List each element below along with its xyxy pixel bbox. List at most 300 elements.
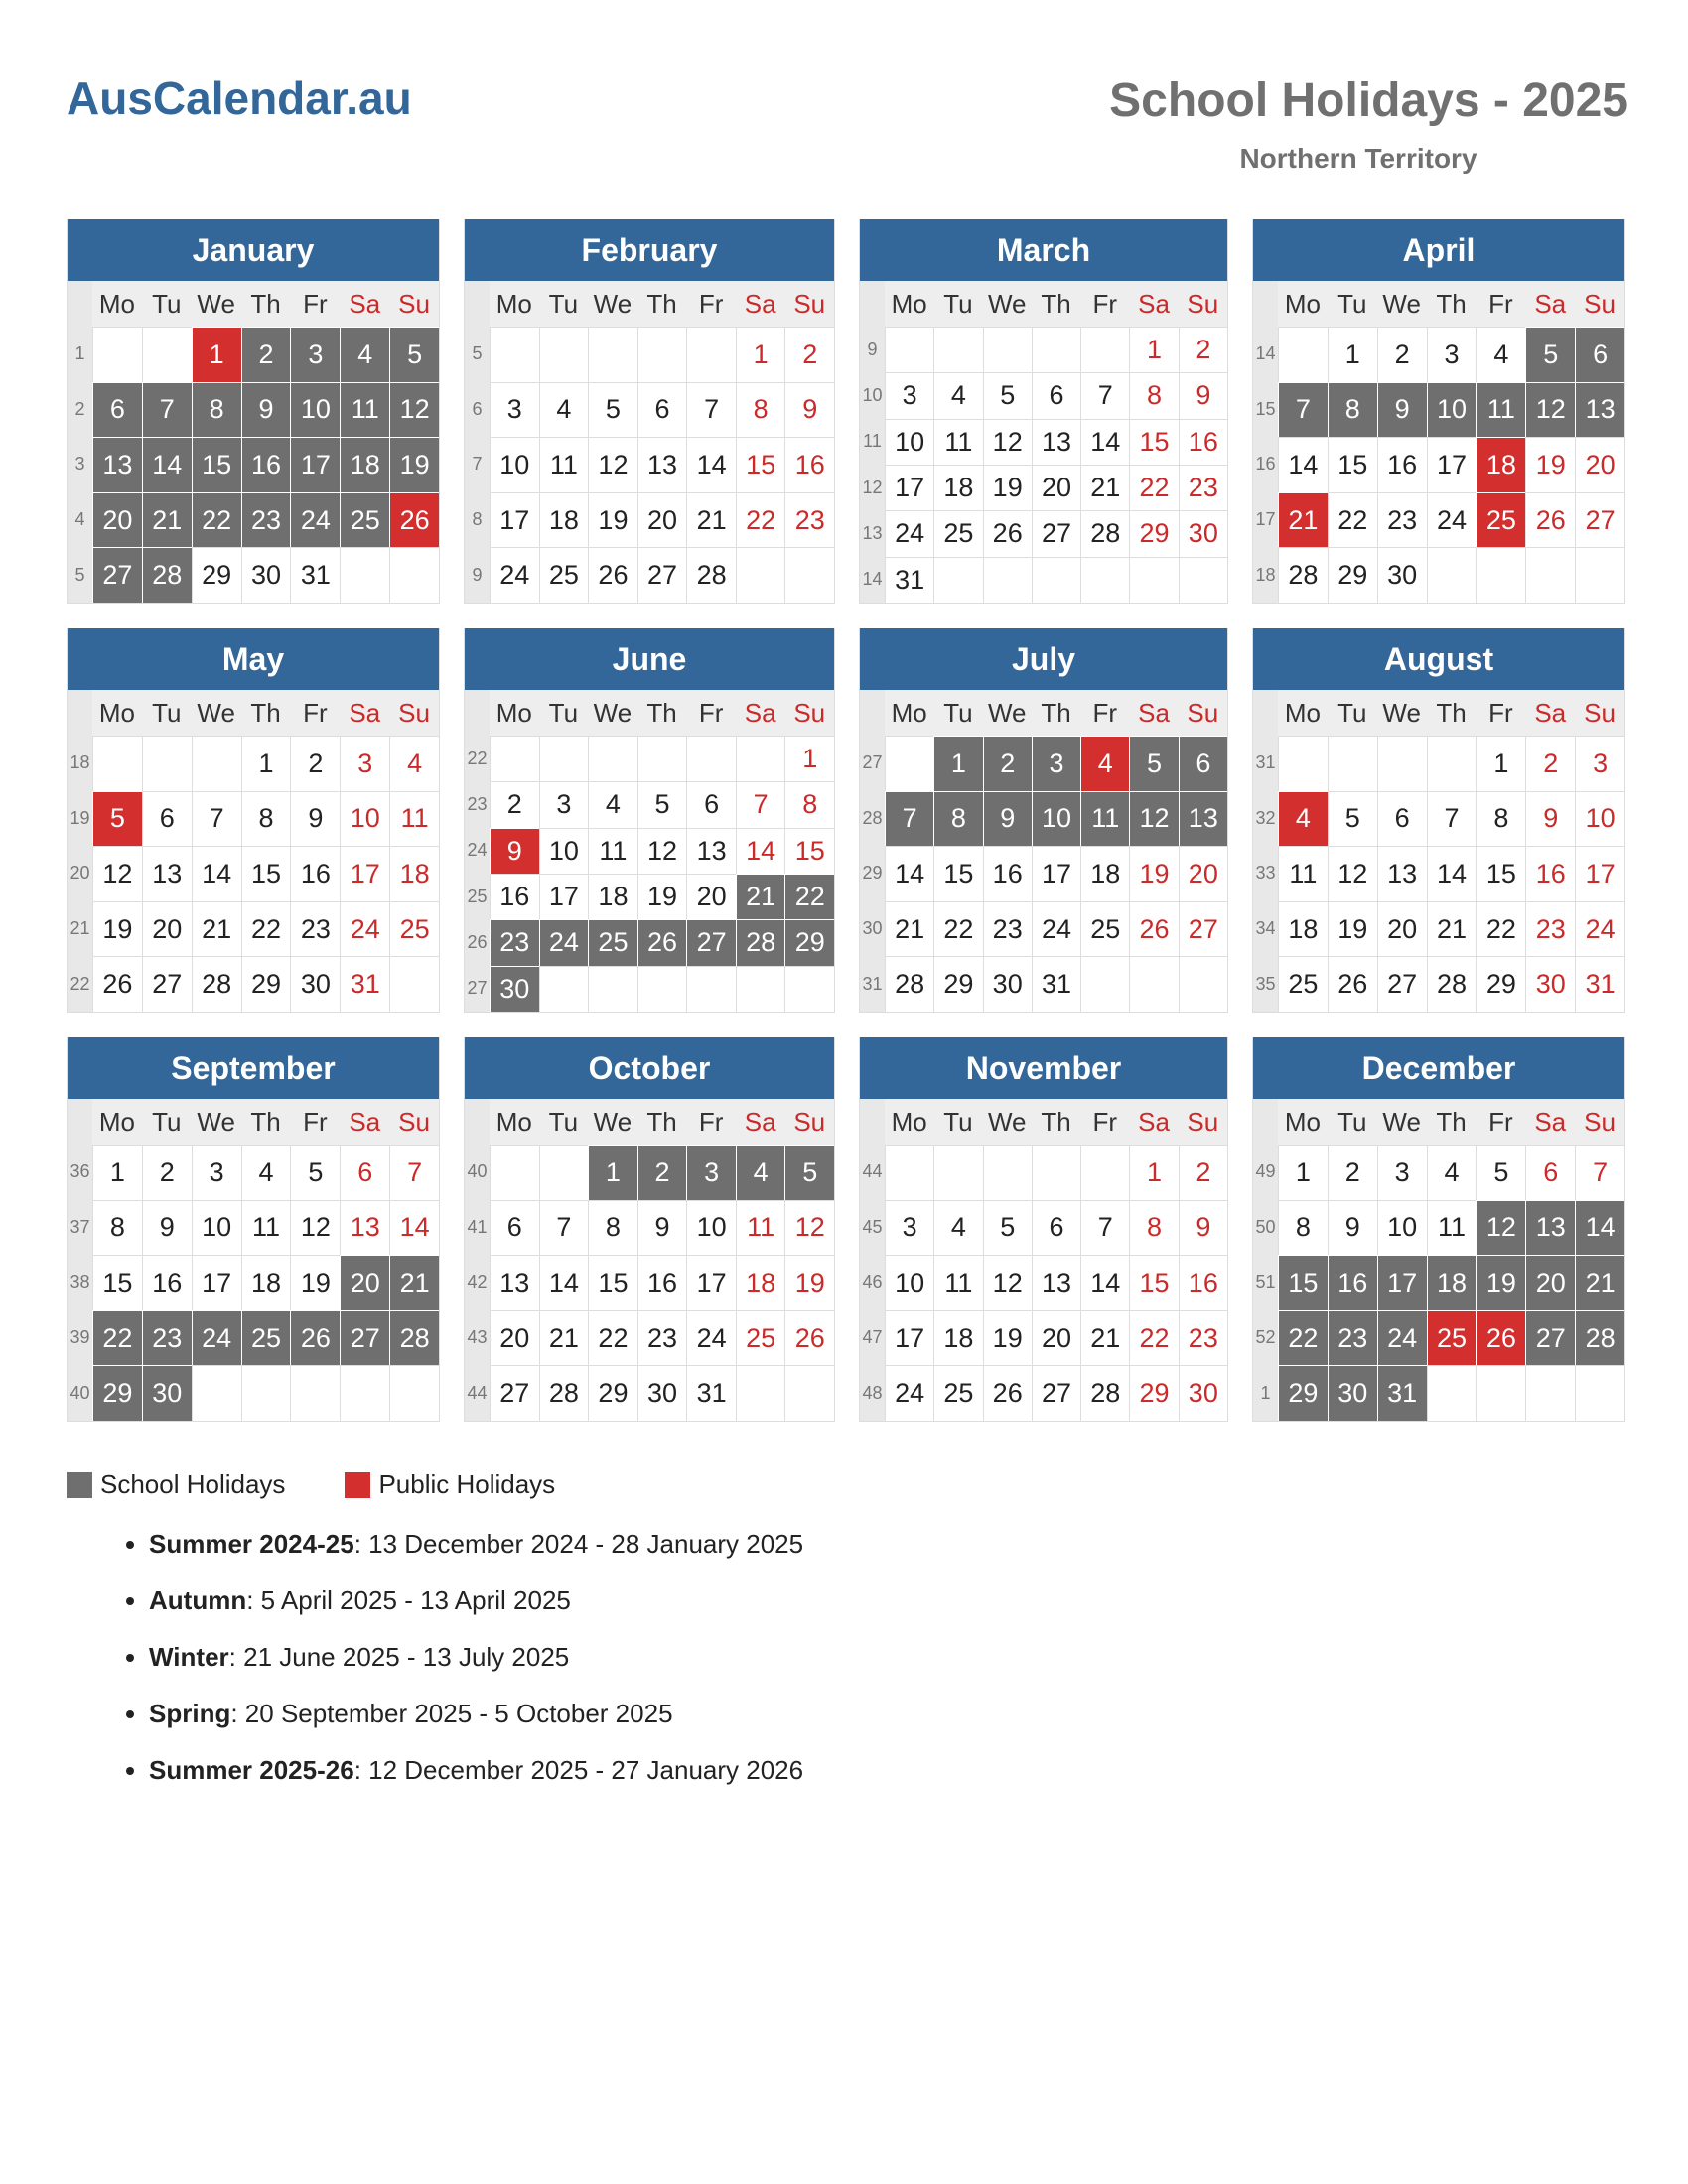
day-cell[interactable]: 19 bbox=[983, 1310, 1032, 1366]
day-cell[interactable]: 28 bbox=[736, 919, 785, 965]
day-cell[interactable]: 14 bbox=[1575, 1200, 1624, 1256]
day-cell[interactable]: 1 bbox=[1328, 327, 1377, 382]
day-cell[interactable]: 2 bbox=[142, 1145, 192, 1200]
day-cell[interactable]: 7 bbox=[1278, 382, 1328, 438]
day-cell[interactable]: 26 bbox=[983, 1365, 1032, 1421]
day-cell[interactable]: 27 bbox=[490, 1365, 539, 1421]
day-cell[interactable]: 6 bbox=[340, 1145, 389, 1200]
day-cell[interactable]: 1 bbox=[784, 736, 834, 781]
day-cell[interactable]: 22 bbox=[1129, 465, 1178, 510]
day-cell[interactable]: 15 bbox=[588, 1255, 637, 1310]
day-cell[interactable]: 29 bbox=[1129, 510, 1178, 556]
day-cell[interactable]: 9 bbox=[1377, 382, 1427, 438]
day-cell[interactable]: 13 bbox=[1575, 382, 1624, 438]
day-cell[interactable]: 6 bbox=[1525, 1145, 1575, 1200]
day-cell[interactable]: 25 bbox=[736, 1310, 785, 1366]
day-cell[interactable]: 29 bbox=[588, 1365, 637, 1421]
day-cell[interactable]: 5 bbox=[784, 1145, 834, 1200]
day-cell[interactable]: 18 bbox=[1476, 437, 1525, 492]
day-cell[interactable]: 7 bbox=[1080, 1200, 1129, 1256]
day-cell[interactable]: 21 bbox=[1080, 1310, 1129, 1366]
day-cell[interactable]: 6 bbox=[1032, 372, 1080, 418]
day-cell[interactable]: 7 bbox=[736, 781, 785, 827]
day-cell[interactable]: 22 bbox=[1278, 1310, 1328, 1366]
day-cell[interactable]: 4 bbox=[1278, 791, 1328, 847]
day-cell[interactable]: 26 bbox=[92, 956, 142, 1012]
day-cell[interactable]: 14 bbox=[1080, 1255, 1129, 1310]
day-cell[interactable]: 19 bbox=[983, 465, 1032, 510]
day-cell[interactable]: 19 bbox=[637, 874, 687, 919]
day-cell[interactable]: 3 bbox=[490, 382, 539, 438]
day-cell[interactable]: 14 bbox=[885, 846, 933, 901]
day-cell[interactable]: 16 bbox=[490, 874, 539, 919]
day-cell[interactable]: 1 bbox=[736, 327, 785, 382]
day-cell[interactable]: 26 bbox=[1525, 492, 1575, 548]
day-cell[interactable]: 7 bbox=[1080, 372, 1129, 418]
day-cell[interactable]: 16 bbox=[637, 1255, 687, 1310]
day-cell[interactable]: 20 bbox=[1575, 437, 1624, 492]
day-cell[interactable]: 19 bbox=[92, 901, 142, 957]
day-cell[interactable]: 15 bbox=[933, 846, 982, 901]
day-cell[interactable]: 9 bbox=[637, 1200, 687, 1256]
day-cell[interactable]: 28 bbox=[1278, 547, 1328, 603]
day-cell[interactable]: 27 bbox=[142, 956, 192, 1012]
day-cell[interactable]: 13 bbox=[637, 437, 687, 492]
day-cell[interactable]: 9 bbox=[983, 791, 1032, 847]
day-cell[interactable]: 12 bbox=[637, 828, 687, 874]
day-cell[interactable]: 23 bbox=[1525, 901, 1575, 957]
day-cell[interactable]: 26 bbox=[389, 492, 439, 548]
day-cell[interactable]: 15 bbox=[192, 437, 241, 492]
day-cell[interactable]: 12 bbox=[1476, 1200, 1525, 1256]
day-cell[interactable]: 1 bbox=[1476, 736, 1525, 791]
day-cell[interactable]: 27 bbox=[1377, 956, 1427, 1012]
day-cell[interactable]: 6 bbox=[92, 382, 142, 438]
day-cell[interactable]: 24 bbox=[1377, 1310, 1427, 1366]
day-cell[interactable]: 25 bbox=[340, 492, 389, 548]
day-cell[interactable]: 6 bbox=[1032, 1200, 1080, 1256]
day-cell[interactable]: 29 bbox=[1328, 547, 1377, 603]
day-cell[interactable]: 27 bbox=[1032, 510, 1080, 556]
day-cell[interactable]: 18 bbox=[1427, 1255, 1477, 1310]
day-cell[interactable]: 31 bbox=[1377, 1365, 1427, 1421]
day-cell[interactable]: 29 bbox=[192, 547, 241, 603]
day-cell[interactable]: 15 bbox=[1328, 437, 1377, 492]
day-cell[interactable]: 13 bbox=[490, 1255, 539, 1310]
day-cell[interactable]: 5 bbox=[588, 382, 637, 438]
day-cell[interactable]: 29 bbox=[1278, 1365, 1328, 1421]
day-cell[interactable]: 12 bbox=[290, 1200, 340, 1256]
day-cell[interactable]: 31 bbox=[1032, 956, 1080, 1012]
day-cell[interactable]: 18 bbox=[1080, 846, 1129, 901]
day-cell[interactable]: 4 bbox=[389, 736, 439, 791]
day-cell[interactable]: 30 bbox=[1328, 1365, 1377, 1421]
day-cell[interactable]: 11 bbox=[933, 1255, 982, 1310]
day-cell[interactable]: 17 bbox=[1032, 846, 1080, 901]
day-cell[interactable]: 11 bbox=[1080, 791, 1129, 847]
day-cell[interactable]: 20 bbox=[1377, 901, 1427, 957]
day-cell[interactable]: 23 bbox=[241, 492, 291, 548]
day-cell[interactable]: 14 bbox=[1427, 846, 1477, 901]
day-cell[interactable]: 3 bbox=[1427, 327, 1477, 382]
day-cell[interactable]: 21 bbox=[1427, 901, 1477, 957]
day-cell[interactable]: 18 bbox=[736, 1255, 785, 1310]
day-cell[interactable]: 23 bbox=[1377, 492, 1427, 548]
day-cell[interactable]: 10 bbox=[340, 791, 389, 847]
day-cell[interactable]: 1 bbox=[1278, 1145, 1328, 1200]
day-cell[interactable]: 4 bbox=[933, 1200, 982, 1256]
day-cell[interactable]: 18 bbox=[933, 1310, 982, 1366]
day-cell[interactable]: 16 bbox=[1525, 846, 1575, 901]
day-cell[interactable]: 25 bbox=[1278, 956, 1328, 1012]
day-cell[interactable]: 5 bbox=[389, 327, 439, 382]
day-cell[interactable]: 20 bbox=[686, 874, 736, 919]
day-cell[interactable]: 11 bbox=[588, 828, 637, 874]
day-cell[interactable]: 13 bbox=[340, 1200, 389, 1256]
day-cell[interactable]: 1 bbox=[92, 1145, 142, 1200]
day-cell[interactable]: 10 bbox=[1377, 1200, 1427, 1256]
day-cell[interactable]: 3 bbox=[686, 1145, 736, 1200]
day-cell[interactable]: 3 bbox=[192, 1145, 241, 1200]
day-cell[interactable]: 18 bbox=[340, 437, 389, 492]
day-cell[interactable]: 28 bbox=[686, 547, 736, 603]
day-cell[interactable]: 6 bbox=[686, 781, 736, 827]
day-cell[interactable]: 14 bbox=[736, 828, 785, 874]
day-cell[interactable]: 1 bbox=[933, 736, 982, 791]
day-cell[interactable]: 10 bbox=[290, 382, 340, 438]
day-cell[interactable]: 2 bbox=[1179, 327, 1227, 372]
day-cell[interactable]: 6 bbox=[637, 382, 687, 438]
day-cell[interactable]: 25 bbox=[1476, 492, 1525, 548]
day-cell[interactable]: 13 bbox=[92, 437, 142, 492]
day-cell[interactable]: 8 bbox=[1278, 1200, 1328, 1256]
day-cell[interactable]: 31 bbox=[290, 547, 340, 603]
day-cell[interactable]: 28 bbox=[1575, 1310, 1624, 1366]
day-cell[interactable]: 17 bbox=[1575, 846, 1624, 901]
day-cell[interactable]: 7 bbox=[389, 1145, 439, 1200]
day-cell[interactable]: 24 bbox=[686, 1310, 736, 1366]
day-cell[interactable]: 25 bbox=[389, 901, 439, 957]
day-cell[interactable]: 7 bbox=[539, 1200, 589, 1256]
day-cell[interactable]: 2 bbox=[1179, 1145, 1227, 1200]
day-cell[interactable]: 11 bbox=[241, 1200, 291, 1256]
day-cell[interactable]: 3 bbox=[539, 781, 589, 827]
day-cell[interactable]: 28 bbox=[142, 547, 192, 603]
day-cell[interactable]: 21 bbox=[1278, 492, 1328, 548]
day-cell[interactable]: 27 bbox=[340, 1310, 389, 1366]
day-cell[interactable]: 5 bbox=[290, 1145, 340, 1200]
day-cell[interactable]: 26 bbox=[1476, 1310, 1525, 1366]
day-cell[interactable]: 1 bbox=[588, 1145, 637, 1200]
day-cell[interactable]: 2 bbox=[241, 327, 291, 382]
day-cell[interactable]: 21 bbox=[1575, 1255, 1624, 1310]
day-cell[interactable]: 19 bbox=[1476, 1255, 1525, 1310]
day-cell[interactable]: 4 bbox=[241, 1145, 291, 1200]
day-cell[interactable]: 24 bbox=[290, 492, 340, 548]
day-cell[interactable]: 31 bbox=[340, 956, 389, 1012]
day-cell[interactable]: 19 bbox=[1129, 846, 1178, 901]
day-cell[interactable]: 26 bbox=[588, 547, 637, 603]
day-cell[interactable]: 12 bbox=[983, 419, 1032, 465]
day-cell[interactable]: 13 bbox=[1377, 846, 1427, 901]
day-cell[interactable]: 22 bbox=[241, 901, 291, 957]
day-cell[interactable]: 14 bbox=[142, 437, 192, 492]
day-cell[interactable]: 26 bbox=[290, 1310, 340, 1366]
day-cell[interactable]: 3 bbox=[885, 372, 933, 418]
day-cell[interactable]: 28 bbox=[885, 956, 933, 1012]
day-cell[interactable]: 17 bbox=[1377, 1255, 1427, 1310]
day-cell[interactable]: 9 bbox=[1179, 372, 1227, 418]
day-cell[interactable]: 14 bbox=[1080, 419, 1129, 465]
day-cell[interactable]: 28 bbox=[192, 956, 241, 1012]
day-cell[interactable]: 23 bbox=[1179, 465, 1227, 510]
day-cell[interactable]: 15 bbox=[1129, 419, 1178, 465]
day-cell[interactable]: 15 bbox=[1278, 1255, 1328, 1310]
day-cell[interactable]: 23 bbox=[490, 919, 539, 965]
day-cell[interactable]: 17 bbox=[686, 1255, 736, 1310]
day-cell[interactable]: 11 bbox=[1427, 1200, 1477, 1256]
day-cell[interactable]: 16 bbox=[241, 437, 291, 492]
day-cell[interactable]: 8 bbox=[1129, 372, 1178, 418]
day-cell[interactable]: 5 bbox=[1328, 791, 1377, 847]
day-cell[interactable]: 9 bbox=[290, 791, 340, 847]
day-cell[interactable]: 24 bbox=[1032, 901, 1080, 957]
day-cell[interactable]: 5 bbox=[983, 372, 1032, 418]
day-cell[interactable]: 22 bbox=[192, 492, 241, 548]
day-cell[interactable]: 7 bbox=[686, 382, 736, 438]
day-cell[interactable]: 4 bbox=[539, 382, 589, 438]
day-cell[interactable]: 13 bbox=[1032, 419, 1080, 465]
day-cell[interactable]: 12 bbox=[588, 437, 637, 492]
day-cell[interactable]: 18 bbox=[588, 874, 637, 919]
day-cell[interactable]: 8 bbox=[1476, 791, 1525, 847]
day-cell[interactable]: 17 bbox=[539, 874, 589, 919]
day-cell[interactable]: 14 bbox=[192, 846, 241, 901]
day-cell[interactable]: 17 bbox=[885, 465, 933, 510]
day-cell[interactable]: 14 bbox=[1278, 437, 1328, 492]
day-cell[interactable]: 18 bbox=[389, 846, 439, 901]
day-cell[interactable]: 8 bbox=[241, 791, 291, 847]
day-cell[interactable]: 21 bbox=[686, 492, 736, 548]
day-cell[interactable]: 10 bbox=[686, 1200, 736, 1256]
day-cell[interactable]: 10 bbox=[885, 1255, 933, 1310]
day-cell[interactable]: 27 bbox=[686, 919, 736, 965]
day-cell[interactable]: 6 bbox=[490, 1200, 539, 1256]
day-cell[interactable]: 17 bbox=[490, 492, 539, 548]
day-cell[interactable]: 29 bbox=[92, 1365, 142, 1421]
day-cell[interactable]: 25 bbox=[933, 1365, 982, 1421]
day-cell[interactable]: 24 bbox=[490, 547, 539, 603]
day-cell[interactable]: 8 bbox=[588, 1200, 637, 1256]
day-cell[interactable]: 29 bbox=[784, 919, 834, 965]
day-cell[interactable]: 16 bbox=[1377, 437, 1427, 492]
day-cell[interactable]: 10 bbox=[1032, 791, 1080, 847]
day-cell[interactable]: 9 bbox=[1525, 791, 1575, 847]
day-cell[interactable]: 31 bbox=[1575, 956, 1624, 1012]
day-cell[interactable]: 11 bbox=[1476, 382, 1525, 438]
day-cell[interactable]: 23 bbox=[290, 901, 340, 957]
day-cell[interactable]: 27 bbox=[92, 547, 142, 603]
day-cell[interactable]: 2 bbox=[1525, 736, 1575, 791]
day-cell[interactable]: 26 bbox=[637, 919, 687, 965]
day-cell[interactable]: 12 bbox=[389, 382, 439, 438]
day-cell[interactable]: 19 bbox=[290, 1255, 340, 1310]
day-cell[interactable]: 13 bbox=[1179, 791, 1227, 847]
day-cell[interactable]: 1 bbox=[192, 327, 241, 382]
day-cell[interactable]: 1 bbox=[1129, 327, 1178, 372]
day-cell[interactable]: 28 bbox=[1427, 956, 1477, 1012]
day-cell[interactable]: 21 bbox=[192, 901, 241, 957]
day-cell[interactable]: 5 bbox=[1476, 1145, 1525, 1200]
day-cell[interactable]: 13 bbox=[1525, 1200, 1575, 1256]
day-cell[interactable]: 30 bbox=[1377, 547, 1427, 603]
day-cell[interactable]: 10 bbox=[1427, 382, 1477, 438]
day-cell[interactable]: 24 bbox=[885, 1365, 933, 1421]
day-cell[interactable]: 25 bbox=[241, 1310, 291, 1366]
day-cell[interactable]: 16 bbox=[1328, 1255, 1377, 1310]
day-cell[interactable]: 30 bbox=[290, 956, 340, 1012]
day-cell[interactable]: 30 bbox=[142, 1365, 192, 1421]
day-cell[interactable]: 21 bbox=[539, 1310, 589, 1366]
day-cell[interactable]: 5 bbox=[637, 781, 687, 827]
day-cell[interactable]: 15 bbox=[784, 828, 834, 874]
day-cell[interactable]: 16 bbox=[983, 846, 1032, 901]
day-cell[interactable]: 30 bbox=[241, 547, 291, 603]
day-cell[interactable]: 21 bbox=[1080, 465, 1129, 510]
day-cell[interactable]: 27 bbox=[1032, 1365, 1080, 1421]
day-cell[interactable]: 17 bbox=[1427, 437, 1477, 492]
day-cell[interactable]: 3 bbox=[885, 1200, 933, 1256]
day-cell[interactable]: 20 bbox=[142, 901, 192, 957]
day-cell[interactable]: 6 bbox=[142, 791, 192, 847]
day-cell[interactable]: 19 bbox=[588, 492, 637, 548]
day-cell[interactable]: 3 bbox=[290, 327, 340, 382]
day-cell[interactable]: 5 bbox=[1525, 327, 1575, 382]
day-cell[interactable]: 16 bbox=[290, 846, 340, 901]
day-cell[interactable]: 12 bbox=[92, 846, 142, 901]
day-cell[interactable]: 13 bbox=[686, 828, 736, 874]
day-cell[interactable]: 20 bbox=[1179, 846, 1227, 901]
day-cell[interactable]: 11 bbox=[389, 791, 439, 847]
day-cell[interactable]: 9 bbox=[784, 382, 834, 438]
day-cell[interactable]: 2 bbox=[1377, 327, 1427, 382]
day-cell[interactable]: 30 bbox=[1525, 956, 1575, 1012]
day-cell[interactable]: 1 bbox=[1129, 1145, 1178, 1200]
day-cell[interactable]: 19 bbox=[1525, 437, 1575, 492]
day-cell[interactable]: 20 bbox=[490, 1310, 539, 1366]
day-cell[interactable]: 10 bbox=[192, 1200, 241, 1256]
day-cell[interactable]: 4 bbox=[588, 781, 637, 827]
day-cell[interactable]: 20 bbox=[1525, 1255, 1575, 1310]
day-cell[interactable]: 18 bbox=[241, 1255, 291, 1310]
day-cell[interactable]: 12 bbox=[1129, 791, 1178, 847]
day-cell[interactable]: 23 bbox=[784, 492, 834, 548]
day-cell[interactable]: 22 bbox=[1476, 901, 1525, 957]
day-cell[interactable]: 3 bbox=[1032, 736, 1080, 791]
day-cell[interactable]: 9 bbox=[142, 1200, 192, 1256]
day-cell[interactable]: 25 bbox=[1080, 901, 1129, 957]
day-cell[interactable]: 27 bbox=[1575, 492, 1624, 548]
day-cell[interactable]: 2 bbox=[1328, 1145, 1377, 1200]
day-cell[interactable]: 24 bbox=[1575, 901, 1624, 957]
day-cell[interactable]: 11 bbox=[539, 437, 589, 492]
day-cell[interactable]: 11 bbox=[933, 419, 982, 465]
day-cell[interactable]: 18 bbox=[539, 492, 589, 548]
day-cell[interactable]: 26 bbox=[784, 1310, 834, 1366]
day-cell[interactable]: 14 bbox=[539, 1255, 589, 1310]
day-cell[interactable]: 13 bbox=[1032, 1255, 1080, 1310]
day-cell[interactable]: 5 bbox=[983, 1200, 1032, 1256]
day-cell[interactable]: 7 bbox=[142, 382, 192, 438]
day-cell[interactable]: 7 bbox=[885, 791, 933, 847]
day-cell[interactable]: 4 bbox=[1476, 327, 1525, 382]
day-cell[interactable]: 24 bbox=[885, 510, 933, 556]
day-cell[interactable]: 21 bbox=[885, 901, 933, 957]
day-cell[interactable]: 2 bbox=[290, 736, 340, 791]
day-cell[interactable]: 31 bbox=[885, 557, 933, 603]
day-cell[interactable]: 26 bbox=[1129, 901, 1178, 957]
day-cell[interactable]: 8 bbox=[92, 1200, 142, 1256]
day-cell[interactable]: 17 bbox=[290, 437, 340, 492]
day-cell[interactable]: 29 bbox=[241, 956, 291, 1012]
day-cell[interactable]: 20 bbox=[340, 1255, 389, 1310]
day-cell[interactable]: 23 bbox=[142, 1310, 192, 1366]
day-cell[interactable]: 24 bbox=[539, 919, 589, 965]
day-cell[interactable]: 10 bbox=[539, 828, 589, 874]
day-cell[interactable]: 25 bbox=[1427, 1310, 1477, 1366]
day-cell[interactable]: 15 bbox=[1129, 1255, 1178, 1310]
day-cell[interactable]: 3 bbox=[1377, 1145, 1427, 1200]
day-cell[interactable]: 20 bbox=[92, 492, 142, 548]
day-cell[interactable]: 31 bbox=[686, 1365, 736, 1421]
day-cell[interactable]: 11 bbox=[736, 1200, 785, 1256]
day-cell[interactable]: 21 bbox=[736, 874, 785, 919]
day-cell[interactable]: 21 bbox=[389, 1255, 439, 1310]
day-cell[interactable]: 28 bbox=[389, 1310, 439, 1366]
day-cell[interactable]: 4 bbox=[1080, 736, 1129, 791]
day-cell[interactable]: 19 bbox=[389, 437, 439, 492]
day-cell[interactable]: 16 bbox=[1179, 1255, 1227, 1310]
day-cell[interactable]: 10 bbox=[885, 419, 933, 465]
day-cell[interactable]: 2 bbox=[784, 327, 834, 382]
day-cell[interactable]: 25 bbox=[588, 919, 637, 965]
day-cell[interactable]: 16 bbox=[142, 1255, 192, 1310]
day-cell[interactable]: 7 bbox=[192, 791, 241, 847]
day-cell[interactable]: 20 bbox=[1032, 465, 1080, 510]
day-cell[interactable]: 2 bbox=[983, 736, 1032, 791]
day-cell[interactable]: 23 bbox=[1179, 1310, 1227, 1366]
day-cell[interactable]: 12 bbox=[1525, 382, 1575, 438]
day-cell[interactable]: 13 bbox=[142, 846, 192, 901]
day-cell[interactable]: 27 bbox=[1525, 1310, 1575, 1366]
day-cell[interactable]: 25 bbox=[933, 510, 982, 556]
day-cell[interactable]: 26 bbox=[983, 510, 1032, 556]
day-cell[interactable]: 30 bbox=[1179, 510, 1227, 556]
day-cell[interactable]: 2 bbox=[637, 1145, 687, 1200]
day-cell[interactable]: 3 bbox=[340, 736, 389, 791]
day-cell[interactable]: 8 bbox=[1328, 382, 1377, 438]
day-cell[interactable]: 22 bbox=[588, 1310, 637, 1366]
day-cell[interactable]: 15 bbox=[736, 437, 785, 492]
day-cell[interactable]: 9 bbox=[1179, 1200, 1227, 1256]
day-cell[interactable]: 26 bbox=[1328, 956, 1377, 1012]
day-cell[interactable]: 24 bbox=[340, 901, 389, 957]
day-cell[interactable]: 7 bbox=[1575, 1145, 1624, 1200]
day-cell[interactable]: 5 bbox=[1129, 736, 1178, 791]
day-cell[interactable]: 22 bbox=[92, 1310, 142, 1366]
day-cell[interactable]: 6 bbox=[1377, 791, 1427, 847]
day-cell[interactable]: 22 bbox=[784, 874, 834, 919]
